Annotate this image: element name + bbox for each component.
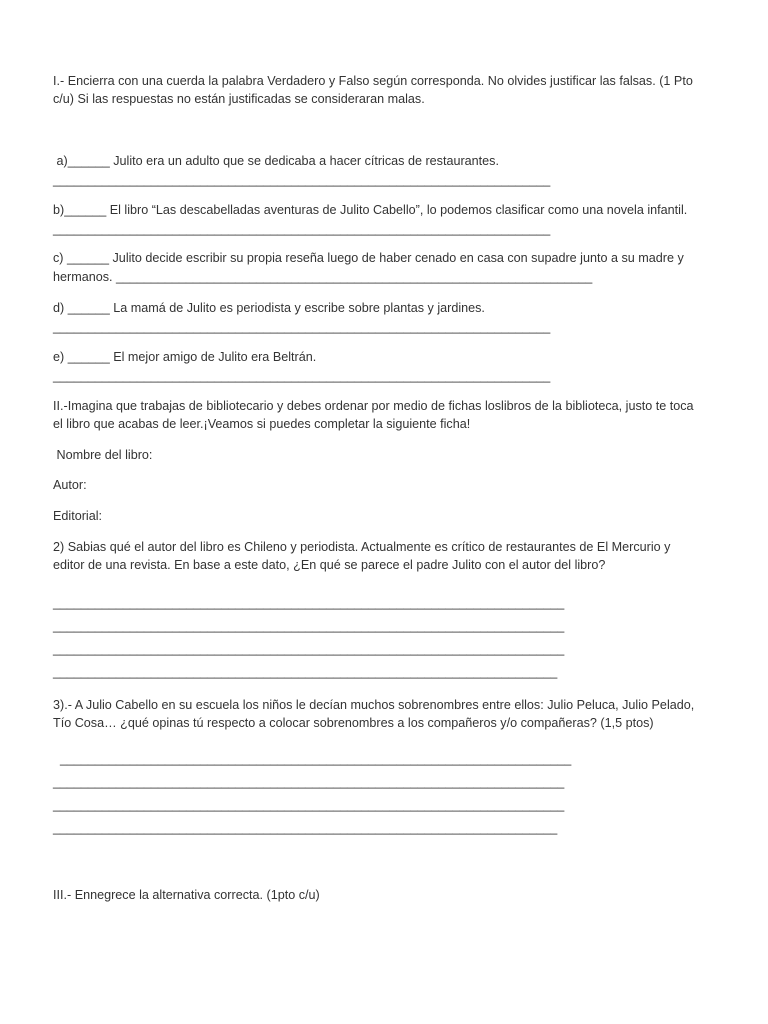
section1-instructions-line2: c/u) Si las respuestas no están justificadas se consideraran malas.	[53, 92, 425, 106]
question3-answer-line: _________________________________________________________________________	[53, 775, 565, 789]
field-publisher: Editorial:	[53, 509, 102, 523]
section1-instructions-line1: I.- Encierra con una cuerda la palabra Verdadero y Falso según corresponda. No olvides justificar las falsas. (1 Pto	[53, 74, 693, 88]
question3-answer-line: _________________________________________________________________________	[53, 798, 565, 812]
question3-answer-line: ________________________________________________________________________	[53, 821, 558, 835]
item-e-prompt: e) ______ El mejor amigo de Julito era Beltrán.	[53, 350, 317, 364]
item-b-prompt: b)______ El libro “Las descabelladas aventuras de Julito Cabello”, lo podemos clasificar como una novela infantil.	[53, 203, 688, 217]
question2-answer-line: _________________________________________________________________________	[53, 619, 565, 633]
question2-answer-line: _________________________________________________________________________	[53, 596, 565, 610]
question2-line2: editor de una revista. En base a este dato, ¿En qué se parece el padre Julito con el autor del libro?	[53, 558, 606, 572]
section3-instructions: III.- Ennegrece la alternativa correcta. (1pto c/u)	[53, 888, 320, 902]
question3-line1: 3).- A Julio Cabello en su escuela los niños le decían muchos sobrenombres entre ellos: Julio Peluca, Julio Pelado,	[53, 698, 695, 712]
question3-answer-line: _________________________________________________________________________	[53, 752, 572, 766]
item-e-answer-line: _______________________________________________________________________	[53, 369, 551, 383]
item-c-prompt: c) ______ Julito decide escribir su propia reseña luego de haber cenado en casa con supadre junto a su madre y	[53, 251, 684, 265]
question3-line2: Tío Cosa… ¿qué opinas tú respecto a colocar sobrenombres a los compañeros y/o compañeras? (1,5 ptos)	[53, 716, 654, 730]
item-b-answer-line: _______________________________________________________________________	[53, 222, 551, 236]
item-d-prompt: d) ______ La mamá de Julito es periodista y escribe sobre plantas y jardines.	[53, 301, 485, 315]
item-d-answer-line: _______________________________________________________________________	[53, 320, 551, 334]
item-a-prompt: a)______ Julito era un adulto que se dedicaba a hacer cítricas de restaurantes.	[53, 154, 499, 168]
item-c-answer-line: hermanos. ____________________________________________________________________	[53, 270, 593, 284]
field-author: Autor:	[53, 478, 87, 492]
question2-line1: 2) Sabias qué el autor del libro es Chileno y periodista. Actualmente es crítico de restaurantes de El Mercurio y	[53, 540, 671, 554]
question2-answer-line: ________________________________________________________________________	[53, 665, 558, 679]
section2-instructions-line1: II.-Imagina que trabajas de bibliotecario y debes ordenar por medio de fichas loslibros de la biblioteca, justo te toca	[53, 399, 694, 413]
field-book-name: Nombre del libro:	[53, 448, 153, 462]
section2-instructions-line2: el libro que acabas de leer.¡Veamos si puedes completar la siguiente ficha!	[53, 417, 471, 431]
question2-answer-line: _________________________________________________________________________	[53, 642, 565, 656]
item-a-answer-line: _______________________________________________________________________	[53, 173, 551, 187]
